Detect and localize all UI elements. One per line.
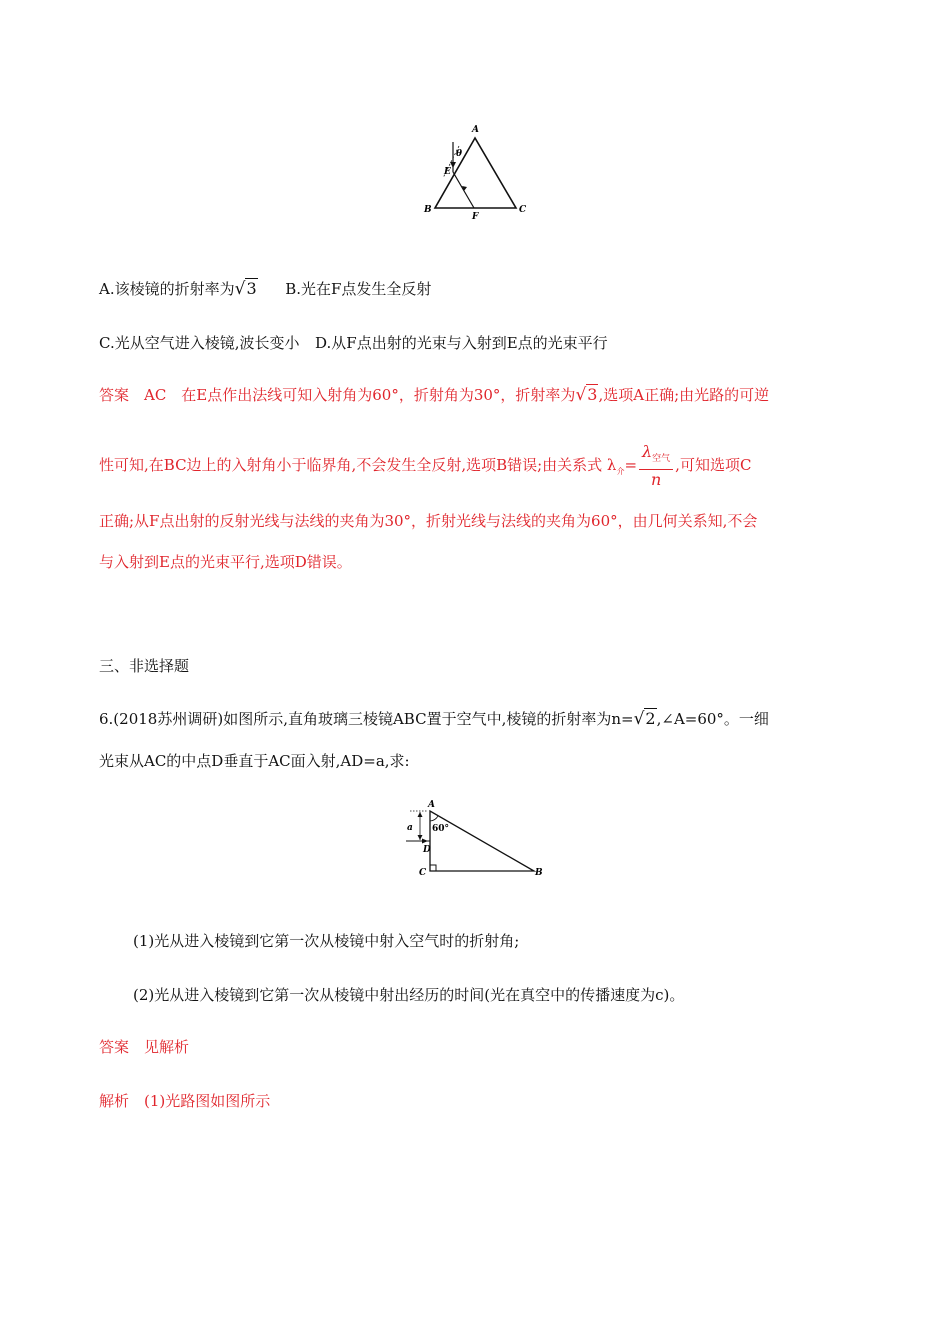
q5-answer-line-3: 正确;从F点出射的反射光线与法线的夹角为30°，折射光线与法线的夹角为60°，由几何关系知,不会 — [99, 512, 758, 530]
label-b2: B — [535, 868, 543, 878]
triangle-acb — [430, 811, 534, 871]
option-d-text: D.从F点出射的光束与入射到E点的光束平行 — [315, 334, 608, 352]
label-angle: 60° — [432, 824, 450, 834]
label-d: D — [423, 845, 431, 855]
q6-subquestion-2: (2)光从进入棱镜到它第一次从棱镜中射出经历的时间(光在真空中的传播速度为c)。 — [133, 986, 685, 1004]
label-c2: C — [419, 868, 427, 878]
label-b: B — [424, 205, 432, 215]
refracted-ray — [453, 172, 474, 208]
right-angle-mark — [430, 865, 436, 871]
figure-prism-equilateral — [415, 120, 535, 225]
q6-line-1: 6.(2018苏州调研)如图所示,直角玻璃三棱镜ABC置于空气中,棱镜的折射率为n=√2,∠A=60°。一细 — [99, 709, 769, 729]
sqrt3-radical-answer: √3 — [575, 385, 598, 405]
label-f: F — [472, 212, 479, 222]
label-a-length: a — [407, 823, 413, 833]
q5-options-cd — [99, 333, 608, 353]
wavelength-fraction: $\frac{\lambda_{空气}}{n}$ — [639, 442, 673, 490]
q6-analysis: 解析 (1)光路图如图所示 — [99, 1092, 271, 1110]
q6-line-2: 光束从AC的中点D垂直于AC面入射,AD=a,求: — [99, 752, 410, 770]
option-a-text: A.该棱镜的折射率为 — [99, 280, 235, 298]
q5-options-ab — [99, 279, 431, 299]
incident-arrow-2 — [422, 839, 428, 844]
q5-answer-line-4: 与入射到E点的光束平行,选项D错误。 — [99, 553, 352, 571]
dim-arrow-bottom — [418, 835, 423, 840]
label-c: C — [519, 205, 527, 215]
label-a2: A — [428, 800, 435, 810]
angle-arc — [430, 816, 438, 821]
option-b-text: B.光在F点发生全反射 — [285, 280, 432, 298]
q6-answer: 答案 见解析 — [99, 1038, 190, 1056]
label-theta: θ — [456, 149, 463, 159]
section-heading: 三、非选择题 — [99, 657, 190, 675]
label-a: A — [472, 125, 479, 135]
figure-prism-right-angle — [400, 797, 550, 882]
q6-subquestion-1: (1)光从进入棱镜到它第一次从棱镜中射入空气时的折射角; — [133, 932, 520, 950]
dim-arrow-top — [418, 812, 423, 817]
incident-arrow — [450, 162, 456, 168]
label-e: E — [444, 167, 451, 177]
q5-answer-line-1: 答案 AC 在E点作出法线可知入射角为60°，折射角为30°，折射率为√3,选项A正确;由光路的可逆 — [99, 385, 770, 405]
option-c-text: C.光从空气进入棱镜,波长变小 — [99, 334, 300, 352]
sqrt3-radical: √3 — [234, 279, 257, 299]
sqrt2-radical: √2 — [633, 709, 656, 729]
q5-answer-line-2: 性可知,在BC边上的入射角小于临界角,不会发生全反射,选项B错误;由关系式 $\lambda_介=$ $\frac{\lambda_{空气}}{n}$ ,可知选项C — [99, 441, 752, 490]
